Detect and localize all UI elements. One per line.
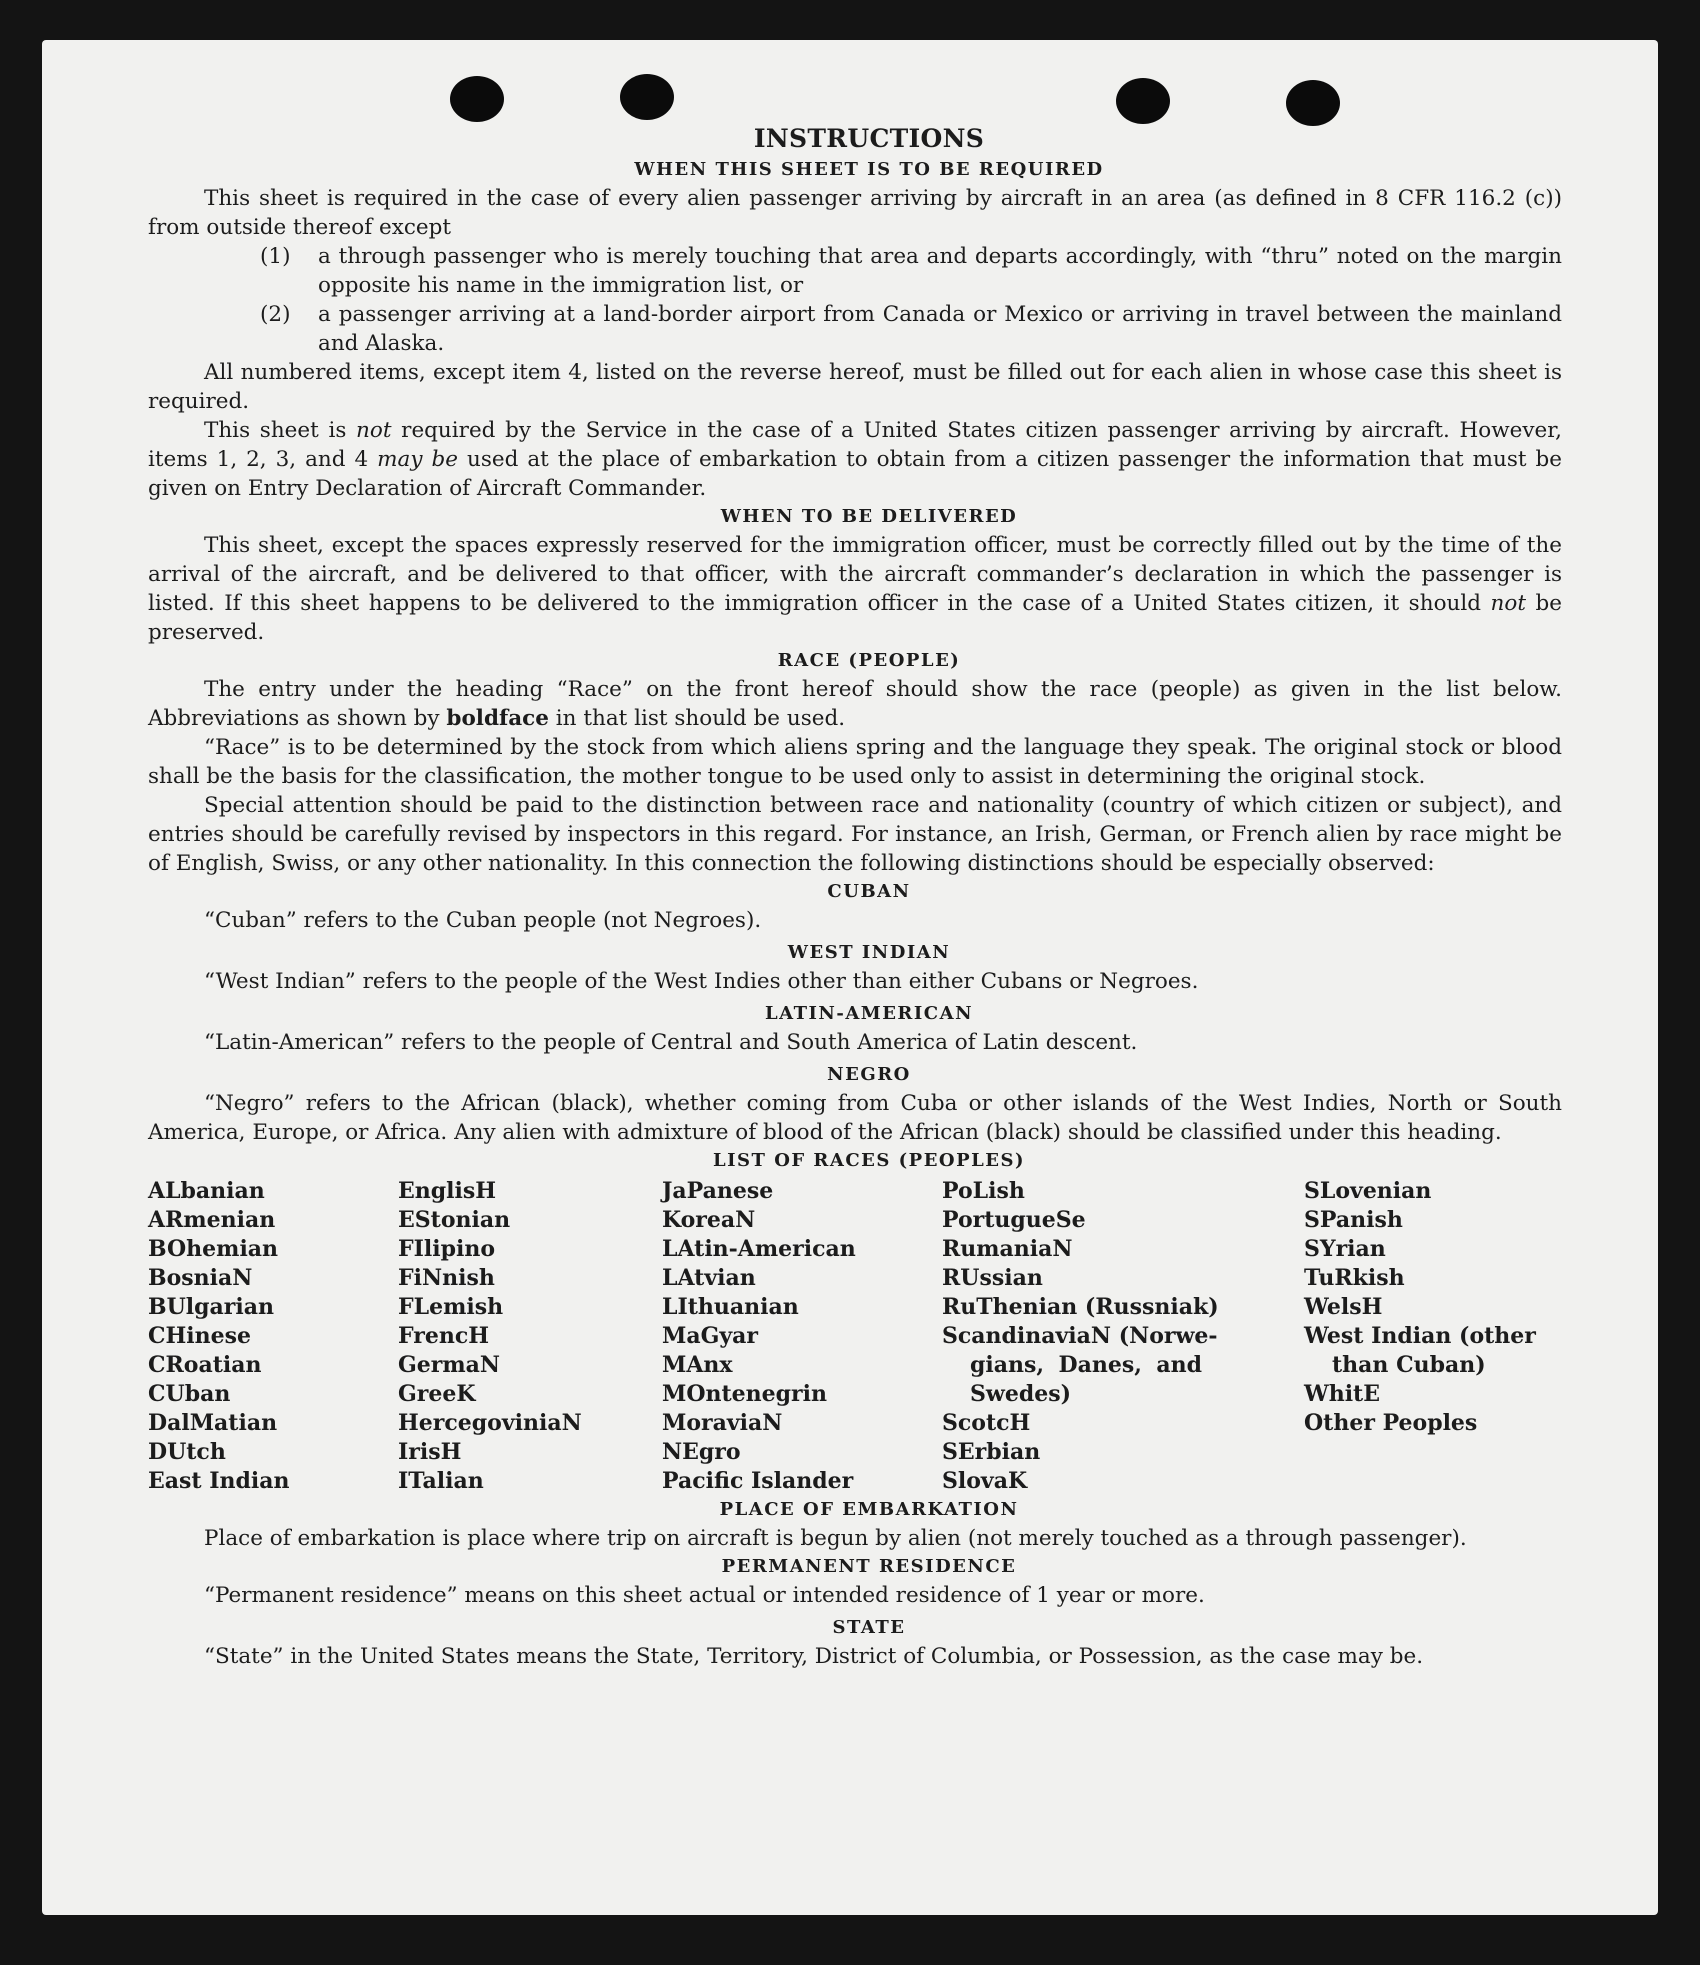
section-heading: CUBAN xyxy=(827,881,911,902)
race-column xyxy=(398,1177,662,1496)
section-heading: LIST OF RACES (PEOPLES) xyxy=(712,1150,1026,1171)
race-entry: GreeK xyxy=(398,1381,476,1407)
race-entry: MoraviaN xyxy=(662,1410,783,1436)
section-heading: RACE (PEOPLE) xyxy=(777,650,961,671)
race-entry: GermaN xyxy=(398,1352,501,1378)
race-column xyxy=(148,1177,398,1496)
paragraph: “Negro” refers to the African (black), whether coming from Cuba or other islands of the West Indies, North or South America, Europe, or Africa. Any alien with admixture of blood of the African (black) should be classified under this heading. xyxy=(148,1091,1562,1145)
paragraph: All numbered items, except item 4, listed on the reverse hereof, must be filled out for each alien in whose case this sheet is required. xyxy=(148,360,1562,414)
race-entry: ARmenian xyxy=(148,1207,276,1233)
item-text: a passenger arriving at a land-border airport from Canada or Mexico or arriving in travel between the mainland and Alaska. xyxy=(318,302,1562,356)
paragraph: “Latin-American” refers to the people of Central and South America of Latin descent. xyxy=(204,1030,1138,1055)
race-entry: NEgro xyxy=(662,1439,741,1465)
race-entry: BUlgarian xyxy=(148,1294,274,1320)
race-entry: LIthuanian xyxy=(662,1294,799,1320)
paragraph: “State” in the United States means the State, Territory, District of Columbia, or Possession, as the case may be. xyxy=(204,1644,1424,1669)
race-entry: ITalian xyxy=(398,1468,484,1494)
page-title: INSTRUCTIONS xyxy=(753,124,985,153)
paragraph: The entry under the heading “Race” on the front hereof should show the race (people) as given in the list below. Abbreviations as shown by boldface in that list should be used. xyxy=(148,677,1562,731)
race-entry: EStonian xyxy=(398,1207,511,1233)
race-entry: RumaniaN xyxy=(942,1236,1073,1262)
section-heading: PERMANENT RESIDENCE xyxy=(721,1556,1017,1577)
race-entry: LAtin-American xyxy=(662,1236,856,1262)
paragraph: “Cuban” refers to the Cuban people (not Negroes). xyxy=(204,908,762,933)
paragraph: “Permanent residence” means on this sheet actual or intended residence of 1 year or more. xyxy=(204,1583,1205,1608)
race-column xyxy=(942,1177,1304,1496)
race-entry: TuRkish xyxy=(1304,1265,1405,1291)
race-entry: MaGyar xyxy=(662,1323,759,1349)
paragraph: Place of embarkation is place where trip on aircraft is begun by alien (not merely touched as a through passenger). xyxy=(204,1526,1467,1551)
section-heading: PLACE OF EMBARKATION xyxy=(719,1499,1019,1520)
race-entry: CRoatian xyxy=(148,1352,262,1378)
race-entry: SPanish xyxy=(1304,1207,1403,1233)
race-entry: Pacific Islander xyxy=(662,1468,854,1494)
race-entry: JaPanese xyxy=(662,1178,774,1204)
punch-hole xyxy=(620,74,674,120)
paragraph: Special attention should be paid to the distinction between race and nationality (country of which citizen or subject), and entries should be carefully revised by inspectors in this regard. For instance, an Irish, German, or French alien by race might be of English, Swiss, or any other nationality. In this connection the following distinctions should be especially observed: xyxy=(148,793,1562,876)
punch-hole xyxy=(450,76,504,122)
race-entry: CUban xyxy=(148,1381,231,1407)
race-entry: PoLish xyxy=(942,1178,1025,1204)
race-entry: MOntenegrin xyxy=(662,1381,827,1407)
item-text: a through passenger who is merely touching that area and departs accordingly, with “thru” noted on the margin opposite his name in the immigration list, or xyxy=(318,244,1562,298)
race-entry: EnglisH xyxy=(398,1178,497,1204)
paragraph: “West Indian” refers to the people of the West Indies other than either Cubans or Negroes. xyxy=(204,969,1199,994)
race-entry: DalMatian xyxy=(148,1410,278,1436)
section-heading: STATE xyxy=(832,1617,906,1638)
race-entry: WelsH xyxy=(1304,1294,1383,1320)
race-entry: Other Peoples xyxy=(1304,1410,1478,1436)
race-entry: SlovaK xyxy=(942,1468,1028,1494)
section-heading: WHEN THIS SHEET IS TO BE REQUIRED xyxy=(634,159,1104,180)
race-entry: SYrian xyxy=(1304,1236,1386,1262)
race-entry: DUtch xyxy=(148,1439,226,1465)
race-entry: KoreaN xyxy=(662,1207,756,1233)
race-entry: RuThenian (Russniak) xyxy=(942,1294,1219,1320)
item-number: (2) xyxy=(260,302,291,327)
race-entry: ALbanian xyxy=(148,1178,265,1204)
race-entry: East Indian xyxy=(148,1468,290,1494)
race-entry: FiNnish xyxy=(398,1265,495,1291)
race-entry: WhitE xyxy=(1304,1381,1380,1407)
section-heading: WEST INDIAN xyxy=(787,942,951,963)
race-list xyxy=(148,1177,1562,1496)
race-entry: SLovenian xyxy=(1304,1178,1432,1204)
section-heading: LATIN-AMERICAN xyxy=(764,1003,974,1024)
race-column xyxy=(662,1177,942,1496)
section-heading: NEGRO xyxy=(827,1064,911,1085)
document-page xyxy=(42,40,1658,1915)
race-entry: ScotcH xyxy=(942,1410,1031,1436)
paragraph: “Race” is to be determined by the stock from which aliens spring and the language they speak. The original stock or blood shall be the basis for the classification, the mother tongue to be used only to assist in determining the original stock. xyxy=(148,735,1562,789)
race-entry: ScandinaviaN (Norwe- xyxy=(942,1323,1218,1349)
race-entry: HercegoviniaN xyxy=(398,1410,582,1436)
race-entry: FIlipino xyxy=(398,1236,496,1262)
section-heading: WHEN TO BE DELIVERED xyxy=(720,506,1018,527)
race-entry: PortugueSe xyxy=(942,1207,1086,1233)
paragraph: This sheet is not required by the Service in the case of a United States citizen passenger arriving by aircraft. However, items 1, 2, 3, and 4 may be used at the place of embarkation to obtain from a citizen passenger the information that must be given on Entry Declaration of Aircraft Commander. xyxy=(148,418,1563,501)
list-item xyxy=(260,242,1562,300)
race-entry: LAtvian xyxy=(662,1265,756,1291)
paragraph: This sheet, except the spaces expressly reserved for the immigration officer, must be correctly filled out by the time of the arrival of the aircraft, and be delivered to that officer, with the aircraft commander’s declaration in which the passenger is listed. If this sheet happens to be delivered to the immigration officer in the case of a United States citizen, it should not be preserved. xyxy=(148,533,1562,645)
race-entry: BosniaN xyxy=(148,1265,253,1291)
race-entry-continuation: than Cuban) xyxy=(1332,1352,1486,1378)
punch-hole xyxy=(1286,80,1340,126)
item-number: (1) xyxy=(260,244,291,269)
race-entry: FrencH xyxy=(398,1323,489,1349)
paragraph: This sheet is required in the case of every alien passenger arriving by aircraft in an area (as defined in 8 CFR 116.2 (c)) from outside thereof except xyxy=(148,186,1562,240)
race-entry: CHinese xyxy=(148,1323,252,1349)
race-entry: FLemish xyxy=(398,1294,504,1320)
list-item xyxy=(260,300,1562,358)
race-entry: RUssian xyxy=(942,1265,1043,1291)
race-entry: SErbian xyxy=(942,1439,1041,1465)
race-entry: West Indian (other xyxy=(1304,1323,1536,1349)
race-entry: BOhemian xyxy=(148,1236,279,1262)
instructions-content xyxy=(148,122,1562,1671)
punch-hole xyxy=(1116,78,1170,124)
race-entry: MAnx xyxy=(662,1352,733,1378)
race-entry-continuation: gians, Danes, and Swedes) xyxy=(970,1352,1202,1407)
race-entry: IrisH xyxy=(398,1439,462,1465)
race-column xyxy=(1304,1177,1562,1496)
